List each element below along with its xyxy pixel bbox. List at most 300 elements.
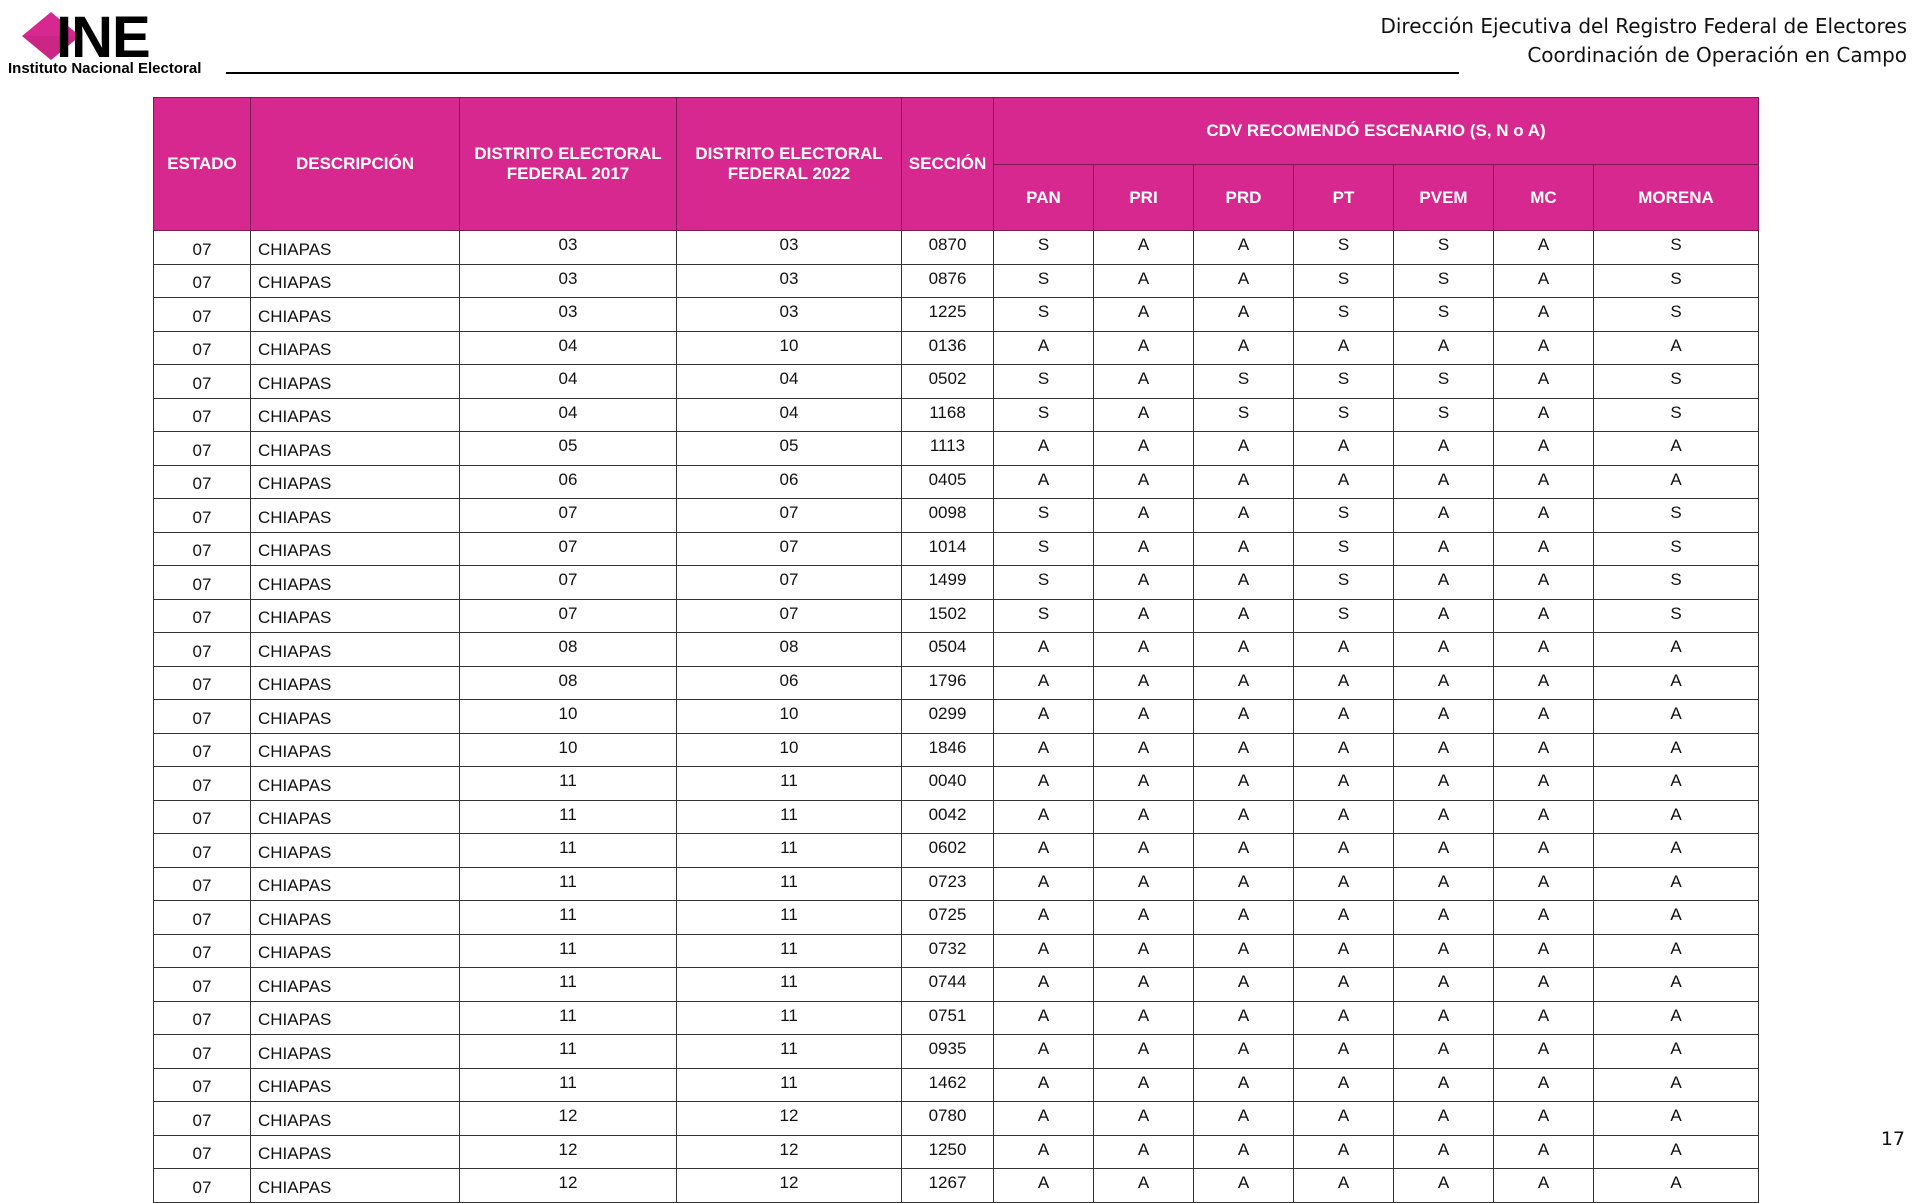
cell-estado: 07 — [154, 700, 251, 734]
cell-mc: A — [1494, 1169, 1594, 1203]
cell-pt: A — [1294, 700, 1394, 734]
cell-morena: A — [1594, 700, 1759, 734]
cell-distrito-2022: 11 — [677, 968, 902, 1002]
cell-distrito-2022: 12 — [677, 1135, 902, 1169]
cell-descripcion: CHIAPAS — [251, 968, 460, 1002]
cell-seccion: 0098 — [902, 499, 994, 533]
cell-distrito-2022: 11 — [677, 901, 902, 935]
cell-estado: 07 — [154, 1102, 251, 1136]
cell-descripcion: CHIAPAS — [251, 1001, 460, 1035]
cell-pvem: A — [1394, 934, 1494, 968]
cell-pan: A — [994, 633, 1094, 667]
cell-distrito-2017: 11 — [460, 934, 677, 968]
cell-descripcion: CHIAPAS — [251, 901, 460, 935]
cell-morena: A — [1594, 1169, 1759, 1203]
cell-mc: A — [1494, 733, 1594, 767]
cell-pt: S — [1294, 365, 1394, 399]
cell-pri: A — [1094, 800, 1194, 834]
cell-pt: S — [1294, 599, 1394, 633]
cell-seccion: 1113 — [902, 432, 994, 466]
cell-estado: 07 — [154, 1169, 251, 1203]
cell-distrito-2017: 07 — [460, 499, 677, 533]
cell-distrito-2017: 10 — [460, 700, 677, 734]
cell-pt: A — [1294, 934, 1394, 968]
cell-seccion: 1267 — [902, 1169, 994, 1203]
cell-morena: S — [1594, 566, 1759, 600]
cell-descripcion: CHIAPAS — [251, 1169, 460, 1203]
cell-pan: S — [994, 264, 1094, 298]
header-distrito-2017: DISTRITO ELECTORAL FEDERAL 2017 — [460, 98, 677, 231]
cell-pan: A — [994, 834, 1094, 868]
cell-distrito-2022: 11 — [677, 800, 902, 834]
cell-pri: A — [1094, 867, 1194, 901]
cell-prd: A — [1194, 1068, 1294, 1102]
table-row — [154, 1001, 1759, 1035]
cell-estado: 07 — [154, 834, 251, 868]
cell-mc: A — [1494, 1135, 1594, 1169]
cell-pvem: A — [1394, 465, 1494, 499]
header-descripcion: DESCRIPCIÓN — [251, 98, 460, 231]
header-cdv: CDV RECOMENDÓ ESCENARIO (S, N o A) — [994, 98, 1759, 165]
cell-pan: A — [994, 968, 1094, 1002]
cell-distrito-2017: 11 — [460, 1035, 677, 1069]
cell-pan: S — [994, 298, 1094, 332]
cell-mc: A — [1494, 867, 1594, 901]
cell-pt: A — [1294, 1135, 1394, 1169]
table-row — [154, 432, 1759, 466]
cell-pt: A — [1294, 1169, 1394, 1203]
cell-pri: A — [1094, 834, 1194, 868]
cell-pvem: A — [1394, 834, 1494, 868]
cell-morena: A — [1594, 1135, 1759, 1169]
cell-distrito-2017: 11 — [460, 800, 677, 834]
cell-pri: A — [1094, 1135, 1194, 1169]
cell-morena: A — [1594, 800, 1759, 834]
table-row — [154, 365, 1759, 399]
cell-pt: S — [1294, 231, 1394, 265]
cell-seccion: 1250 — [902, 1135, 994, 1169]
table-row — [154, 331, 1759, 365]
cell-pvem: A — [1394, 1068, 1494, 1102]
table-row — [154, 1169, 1759, 1203]
cell-pri: A — [1094, 1035, 1194, 1069]
cell-distrito-2022: 03 — [677, 264, 902, 298]
cell-estado: 07 — [154, 1035, 251, 1069]
table-row — [154, 1068, 1759, 1102]
cell-descripcion: CHIAPAS — [251, 432, 460, 466]
cell-prd: A — [1194, 231, 1294, 265]
cell-pvem: A — [1394, 1035, 1494, 1069]
cell-morena: A — [1594, 633, 1759, 667]
cell-pt: A — [1294, 633, 1394, 667]
cell-pt: S — [1294, 298, 1394, 332]
cell-morena: S — [1594, 231, 1759, 265]
cell-estado: 07 — [154, 499, 251, 533]
cell-seccion: 0405 — [902, 465, 994, 499]
cell-morena: A — [1594, 968, 1759, 1002]
cell-pan: A — [994, 767, 1094, 801]
cell-estado: 07 — [154, 1135, 251, 1169]
cell-pri: A — [1094, 1068, 1194, 1102]
cell-pan: A — [994, 1001, 1094, 1035]
table-row — [154, 1135, 1759, 1169]
cell-distrito-2022: 06 — [677, 465, 902, 499]
cell-pan: A — [994, 1068, 1094, 1102]
cell-distrito-2022: 11 — [677, 867, 902, 901]
cell-mc: A — [1494, 767, 1594, 801]
cell-pt: S — [1294, 566, 1394, 600]
cell-distrito-2022: 07 — [677, 499, 902, 533]
table-row — [154, 666, 1759, 700]
header-party-pan: PAN — [994, 165, 1094, 231]
cell-pt: A — [1294, 767, 1394, 801]
cell-seccion: 0040 — [902, 767, 994, 801]
cell-pvem: A — [1394, 633, 1494, 667]
cell-mc: A — [1494, 331, 1594, 365]
cell-prd: A — [1194, 867, 1294, 901]
cell-pt: A — [1294, 1035, 1394, 1069]
cell-pvem: S — [1394, 298, 1494, 332]
cell-mc: A — [1494, 264, 1594, 298]
cell-descripcion: CHIAPAS — [251, 867, 460, 901]
cell-pri: A — [1094, 532, 1194, 566]
cell-distrito-2017: 03 — [460, 231, 677, 265]
cell-distrito-2022: 11 — [677, 1001, 902, 1035]
header-party-pri: PRI — [1094, 165, 1194, 231]
cell-distrito-2022: 06 — [677, 666, 902, 700]
cell-mc: A — [1494, 398, 1594, 432]
cell-morena: A — [1594, 1001, 1759, 1035]
cell-descripcion: CHIAPAS — [251, 767, 460, 801]
cell-pt: S — [1294, 398, 1394, 432]
cell-pan: A — [994, 666, 1094, 700]
cell-pvem: A — [1394, 1102, 1494, 1136]
cell-prd: A — [1194, 800, 1294, 834]
cell-estado: 07 — [154, 968, 251, 1002]
cell-pan: S — [994, 599, 1094, 633]
cell-seccion: 0780 — [902, 1102, 994, 1136]
cell-seccion: 0732 — [902, 934, 994, 968]
cell-estado: 07 — [154, 398, 251, 432]
table-row — [154, 499, 1759, 533]
cell-pvem: A — [1394, 532, 1494, 566]
cell-distrito-2017: 07 — [460, 599, 677, 633]
cell-prd: A — [1194, 1001, 1294, 1035]
table-row — [154, 968, 1759, 1002]
cell-pt: A — [1294, 1068, 1394, 1102]
cell-pan: A — [994, 800, 1094, 834]
table-row — [154, 633, 1759, 667]
cell-descripcion: CHIAPAS — [251, 700, 460, 734]
cell-descripcion: CHIAPAS — [251, 599, 460, 633]
cell-mc: A — [1494, 1068, 1594, 1102]
cell-morena: S — [1594, 599, 1759, 633]
cell-prd: A — [1194, 834, 1294, 868]
cell-distrito-2017: 12 — [460, 1169, 677, 1203]
cell-distrito-2017: 12 — [460, 1135, 677, 1169]
cell-distrito-2017: 07 — [460, 532, 677, 566]
cell-prd: A — [1194, 700, 1294, 734]
table-body — [154, 231, 1759, 1203]
cell-pvem: A — [1394, 800, 1494, 834]
cell-descripcion: CHIAPAS — [251, 666, 460, 700]
cell-prd: A — [1194, 733, 1294, 767]
cell-descripcion: CHIAPAS — [251, 331, 460, 365]
cell-pan: A — [994, 934, 1094, 968]
cell-distrito-2022: 10 — [677, 331, 902, 365]
cell-seccion: 0299 — [902, 700, 994, 734]
cell-estado: 07 — [154, 767, 251, 801]
cell-distrito-2022: 11 — [677, 767, 902, 801]
cell-prd: S — [1194, 398, 1294, 432]
cell-prd: A — [1194, 1169, 1294, 1203]
cell-pri: A — [1094, 365, 1194, 399]
cell-mc: A — [1494, 432, 1594, 466]
cell-estado: 07 — [154, 532, 251, 566]
cell-pri: A — [1094, 298, 1194, 332]
cell-prd: A — [1194, 633, 1294, 667]
header-distrito-2022: DISTRITO ELECTORAL FEDERAL 2022 — [677, 98, 902, 231]
table-row — [154, 566, 1759, 600]
table-row — [154, 800, 1759, 834]
cell-morena: A — [1594, 666, 1759, 700]
cell-distrito-2022: 04 — [677, 398, 902, 432]
cell-morena: A — [1594, 901, 1759, 935]
cell-pt: S — [1294, 264, 1394, 298]
cell-seccion: 0602 — [902, 834, 994, 868]
cell-pvem: S — [1394, 264, 1494, 298]
cell-seccion: 1499 — [902, 566, 994, 600]
cell-morena: S — [1594, 365, 1759, 399]
cell-prd: A — [1194, 432, 1294, 466]
cell-morena: A — [1594, 767, 1759, 801]
cell-descripcion: CHIAPAS — [251, 934, 460, 968]
cell-prd: A — [1194, 1102, 1294, 1136]
cell-estado: 07 — [154, 231, 251, 265]
cell-distrito-2017: 03 — [460, 298, 677, 332]
cell-descripcion: CHIAPAS — [251, 499, 460, 533]
header-seccion: SECCIÓN — [902, 98, 994, 231]
cell-pri: A — [1094, 767, 1194, 801]
cell-distrito-2017: 08 — [460, 666, 677, 700]
cell-mc: A — [1494, 666, 1594, 700]
cell-distrito-2022: 11 — [677, 934, 902, 968]
cell-seccion: 1014 — [902, 532, 994, 566]
cell-pan: A — [994, 1102, 1094, 1136]
cell-distrito-2022: 12 — [677, 1169, 902, 1203]
cell-pan: A — [994, 700, 1094, 734]
cell-pan: A — [994, 867, 1094, 901]
cell-pvem: A — [1394, 1135, 1494, 1169]
table-row — [154, 264, 1759, 298]
cell-descripcion: CHIAPAS — [251, 365, 460, 399]
cell-morena: A — [1594, 834, 1759, 868]
cell-seccion: 0502 — [902, 365, 994, 399]
cell-pri: A — [1094, 599, 1194, 633]
cell-distrito-2022: 03 — [677, 231, 902, 265]
cell-distrito-2022: 07 — [677, 566, 902, 600]
cell-distrito-2022: 10 — [677, 733, 902, 767]
cell-pt: A — [1294, 733, 1394, 767]
cell-distrito-2022: 03 — [677, 298, 902, 332]
cell-mc: A — [1494, 465, 1594, 499]
cell-estado: 07 — [154, 566, 251, 600]
cell-descripcion: CHIAPAS — [251, 1068, 460, 1102]
cell-morena: A — [1594, 1068, 1759, 1102]
cell-pvem: A — [1394, 499, 1494, 533]
header-line-1: Dirección Ejecutiva del Registro Federal de Electores — [1380, 14, 1907, 38]
header-party-prd: PRD — [1194, 165, 1294, 231]
cell-estado: 07 — [154, 298, 251, 332]
cell-morena: S — [1594, 298, 1759, 332]
header-party-morena: MORENA — [1594, 165, 1759, 231]
cell-pan: A — [994, 1135, 1094, 1169]
cell-prd: A — [1194, 566, 1294, 600]
cell-pvem: A — [1394, 566, 1494, 600]
cell-prd: A — [1194, 331, 1294, 365]
cell-estado: 07 — [154, 264, 251, 298]
header-estado: ESTADO — [154, 98, 251, 231]
cell-prd: A — [1194, 599, 1294, 633]
ine-logo — [8, 5, 228, 78]
cell-distrito-2017: 11 — [460, 968, 677, 1002]
cell-estado: 07 — [154, 331, 251, 365]
cell-pt: A — [1294, 331, 1394, 365]
cell-mc: A — [1494, 700, 1594, 734]
table-row — [154, 767, 1759, 801]
cell-mc: A — [1494, 1001, 1594, 1035]
cell-seccion: 1225 — [902, 298, 994, 332]
cell-prd: A — [1194, 1135, 1294, 1169]
cell-distrito-2017: 11 — [460, 767, 677, 801]
cell-prd: A — [1194, 499, 1294, 533]
cell-pan: S — [994, 231, 1094, 265]
cell-distrito-2017: 11 — [460, 1068, 677, 1102]
header-titles — [1380, 12, 1907, 70]
cell-pvem: S — [1394, 398, 1494, 432]
cell-pri: A — [1094, 1102, 1194, 1136]
table-row — [154, 532, 1759, 566]
cell-mc: A — [1494, 633, 1594, 667]
cell-distrito-2022: 04 — [677, 365, 902, 399]
cell-distrito-2022: 12 — [677, 1102, 902, 1136]
cell-pvem: A — [1394, 901, 1494, 935]
cell-descripcion: CHIAPAS — [251, 465, 460, 499]
cell-mc: A — [1494, 934, 1594, 968]
cell-prd: A — [1194, 532, 1294, 566]
cell-pri: A — [1094, 700, 1194, 734]
cell-prd: A — [1194, 666, 1294, 700]
cell-pri: A — [1094, 231, 1194, 265]
cell-morena: A — [1594, 1035, 1759, 1069]
table-row — [154, 465, 1759, 499]
cell-morena: S — [1594, 264, 1759, 298]
cell-descripcion: CHIAPAS — [251, 800, 460, 834]
header-rule — [226, 72, 1459, 74]
cell-pvem: A — [1394, 1169, 1494, 1203]
cell-pan: A — [994, 901, 1094, 935]
header-party-pvem: PVEM — [1394, 165, 1494, 231]
logo-brand: INE — [56, 5, 150, 70]
cell-distrito-2017: 05 — [460, 432, 677, 466]
cell-descripcion: CHIAPAS — [251, 532, 460, 566]
cell-seccion: 0744 — [902, 968, 994, 1002]
cell-pvem: S — [1394, 365, 1494, 399]
cell-pvem: A — [1394, 700, 1494, 734]
cell-estado: 07 — [154, 733, 251, 767]
cell-distrito-2017: 07 — [460, 566, 677, 600]
table-row — [154, 733, 1759, 767]
cell-pri: A — [1094, 465, 1194, 499]
cell-distrito-2017: 12 — [460, 1102, 677, 1136]
cell-pt: A — [1294, 1001, 1394, 1035]
cell-pan: S — [994, 398, 1094, 432]
cell-prd: A — [1194, 1035, 1294, 1069]
cell-pri: A — [1094, 934, 1194, 968]
cell-estado: 07 — [154, 800, 251, 834]
cell-distrito-2017: 04 — [460, 398, 677, 432]
cell-descripcion: CHIAPAS — [251, 231, 460, 265]
cell-pri: A — [1094, 499, 1194, 533]
cell-pri: A — [1094, 968, 1194, 1002]
cell-pan: A — [994, 1035, 1094, 1069]
cell-distrito-2017: 04 — [460, 365, 677, 399]
cell-pan: A — [994, 331, 1094, 365]
cell-estado: 07 — [154, 901, 251, 935]
cell-pt: S — [1294, 499, 1394, 533]
cell-distrito-2017: 06 — [460, 465, 677, 499]
cell-distrito-2017: 11 — [460, 867, 677, 901]
cell-mc: A — [1494, 532, 1594, 566]
cell-estado: 07 — [154, 633, 251, 667]
cell-distrito-2017: 11 — [460, 834, 677, 868]
cell-morena: A — [1594, 331, 1759, 365]
cell-prd: A — [1194, 298, 1294, 332]
cell-prd: A — [1194, 465, 1294, 499]
cell-pt: A — [1294, 666, 1394, 700]
cell-mc: A — [1494, 800, 1594, 834]
cell-descripcion: CHIAPAS — [251, 733, 460, 767]
cell-descripcion: CHIAPAS — [251, 633, 460, 667]
cell-mc: A — [1494, 901, 1594, 935]
cell-distrito-2022: 11 — [677, 1035, 902, 1069]
cell-mc: A — [1494, 599, 1594, 633]
cell-pri: A — [1094, 331, 1194, 365]
cell-mc: A — [1494, 365, 1594, 399]
cell-prd: A — [1194, 968, 1294, 1002]
cell-seccion: 1846 — [902, 733, 994, 767]
cell-distrito-2017: 11 — [460, 901, 677, 935]
cell-pt: A — [1294, 901, 1394, 935]
cell-descripcion: CHIAPAS — [251, 1135, 460, 1169]
cell-morena: A — [1594, 867, 1759, 901]
table-row — [154, 867, 1759, 901]
cell-pt: A — [1294, 465, 1394, 499]
cell-estado: 07 — [154, 465, 251, 499]
cell-mc: A — [1494, 834, 1594, 868]
cell-distrito-2022: 11 — [677, 1068, 902, 1102]
cell-pri: A — [1094, 633, 1194, 667]
cell-mc: A — [1494, 566, 1594, 600]
cell-morena: A — [1594, 1102, 1759, 1136]
header-party-mc: MC — [1494, 165, 1594, 231]
cell-pan: A — [994, 733, 1094, 767]
cell-mc: A — [1494, 231, 1594, 265]
cell-distrito-2017: 08 — [460, 633, 677, 667]
table-row — [154, 1102, 1759, 1136]
cell-pt: A — [1294, 834, 1394, 868]
cell-seccion: 0723 — [902, 867, 994, 901]
